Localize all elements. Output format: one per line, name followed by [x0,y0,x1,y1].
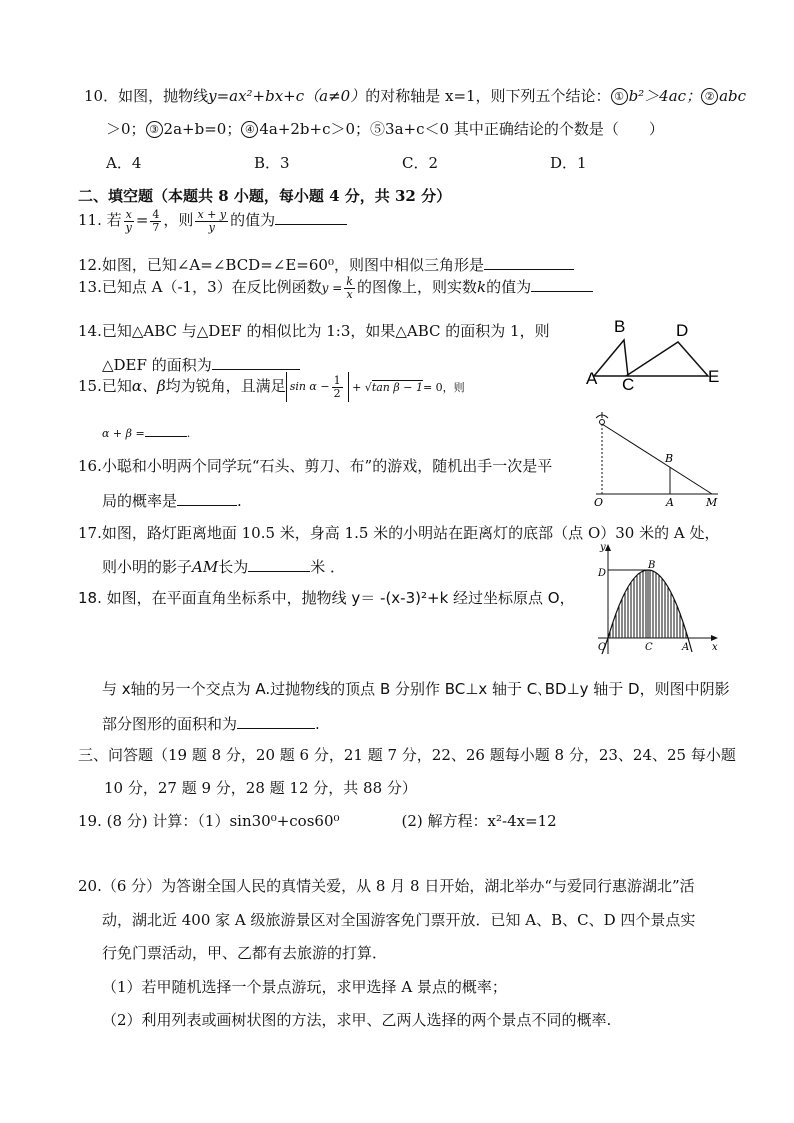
q18-answer-blank[interactable] [237,712,315,729]
q14-answer-blank[interactable] [212,353,300,370]
q18-line2: 与 x轴的另一个交点为 A.过抛物线的顶点 B 分别作 BC⊥x 轴于 C､BD⊥y 轴于 D，则图中阴影 [102,680,730,698]
q19: 19. (8 分) 计算：（1）sin30⁰+cos60⁰ (2) 解方程：x²-4x=12 [78,812,557,830]
q16-answer-blank[interactable] [177,489,237,506]
light-ray [602,424,712,494]
label-y: y [600,542,606,553]
option-a: A．4 [106,154,142,172]
label-o: O [598,642,607,653]
q10-options [106,153,698,173]
section3-line2: 10 分，27 题 9 分，28 题 12 分，共 88 分） [104,779,417,797]
label-x: x [712,642,718,653]
label-b: B [614,317,626,336]
q15-answer: α + β = . [102,424,190,444]
circled-2-icon: ② [701,88,718,105]
q13: 13.已知点 A（-1，3）在反比例函数y = $\frac{k}{x}$ 的图像上，则实数k的值为 [78,275,593,301]
q11: 11. 若 $\frac{x}{y}$ = $\frac{4}{7}$ ，则 $\frac{x + y}{y}$ 的值为 [78,208,347,234]
q15-answer-blank[interactable] [145,424,187,437]
circled-4-icon: ④ [241,121,258,138]
option-d: D．1 [550,154,587,172]
label-d: D [598,568,607,579]
label-b: B [648,560,656,571]
q13-answer-blank[interactable] [531,275,593,292]
section3-line1: 三、问答题（19 题 8 分，20 题 6 分，21 题 7 分，22、26 题每小题 8 分，23、24、25 每小题 [78,746,736,764]
q20-line1: 20.（6 分）为答谢全国人民的真情关爱，从 8 月 8 日开始，湖北举办“与爱同行惠游湖北”活 [78,877,695,895]
section2-title: 二、填空题（本题共 8 小题，每小题 4 分，共 32 分） [78,187,452,205]
q14-line1: 14.已知△ABC 与△DEF 的相似比为 1:3，如果△ABC 的面积为 1，则 [78,322,550,340]
q17-line2: 则小明的影子AM长为 米 ． [102,555,345,577]
label-m: M [706,496,718,509]
triangle-cde [626,342,708,376]
circled-3-icon: ③ [146,121,163,138]
triangle-abc [594,340,628,376]
label-c: C [645,642,653,653]
label-a: A [586,369,598,388]
label-a: A [682,642,690,653]
figure-triangles [586,314,726,390]
q20-line5: （2）利用列表或画树状图的方法，求甲、乙两人选择的两个景点不同的概率. [102,1011,612,1029]
option-c: C．2 [402,154,439,172]
q17-answer-blank[interactable] [248,555,310,572]
label-o: O [594,496,604,509]
label-b: B [665,452,674,465]
q10-line1: 10．如图，抛物线y=ax²+bx+c（a≠0）的对称轴是 x=1，则下列五个结论： ① b²＞4ac； ② abc [84,87,747,105]
q15: 15.已知α、β均为锐角，且满足 sin α − $\frac{1}{2}$ + √tan β − 1= 0，则 [78,372,465,402]
label-a: A [666,496,674,509]
shaded-region-left [610,570,646,638]
q11-answer-blank[interactable] [275,208,347,225]
label-c: C [622,375,635,390]
circled-1-icon: ① [611,88,628,105]
q12-answer-blank[interactable] [484,253,574,270]
label-d: D [676,321,689,340]
q20-line2: 动，湖北近 400 家 A 级旅游景区对全国游客免门票开放．已知 A、B、C、D 四个景点实 [102,911,696,929]
figure-parabola [590,542,726,658]
q18-line3: 部分图形的面积和为 . [102,712,320,734]
figure-lamp-shadow [586,410,726,510]
shaded-region-right [650,570,686,638]
q20-line3: 行免门票活动，甲、乙都有去旅游的打算． [102,944,388,962]
q17-line1: 17.如图，路灯距离地面 10.5 米，身高 1.5 米的小明站在距离灯的底部（点 O）30 米的 A 处， [78,524,720,542]
label-e: E [708,367,720,386]
q20-line4: （1）若甲随机选择一个景点游玩，求甲选择 A 景点的概率； [102,978,507,996]
option-b: B．3 [254,154,290,172]
q16-line2: 局的概率是 . [102,489,242,511]
q18-line1: 18. 如图，在平面直角坐标系中，抛物线 y＝ -(x-3)²+k 经过坐标原点 O， [78,589,575,607]
q12: 12.如图，已知∠A=∠BCD=∠E=60⁰，则图中相似三角形是 [78,253,574,275]
q10-line2: ＞0； ③ 2a+b=0； ④ 4a+2b+c＞0；⑤3a+c＜0 其中正确结论的个数是（ ） [106,120,664,138]
q14-line2: △DEF 的面积为 [102,353,300,375]
q16-line1: 16.小聪和小明两个同学玩“石头、剪刀、布”的游戏，随机出手一次是平 [78,457,553,475]
